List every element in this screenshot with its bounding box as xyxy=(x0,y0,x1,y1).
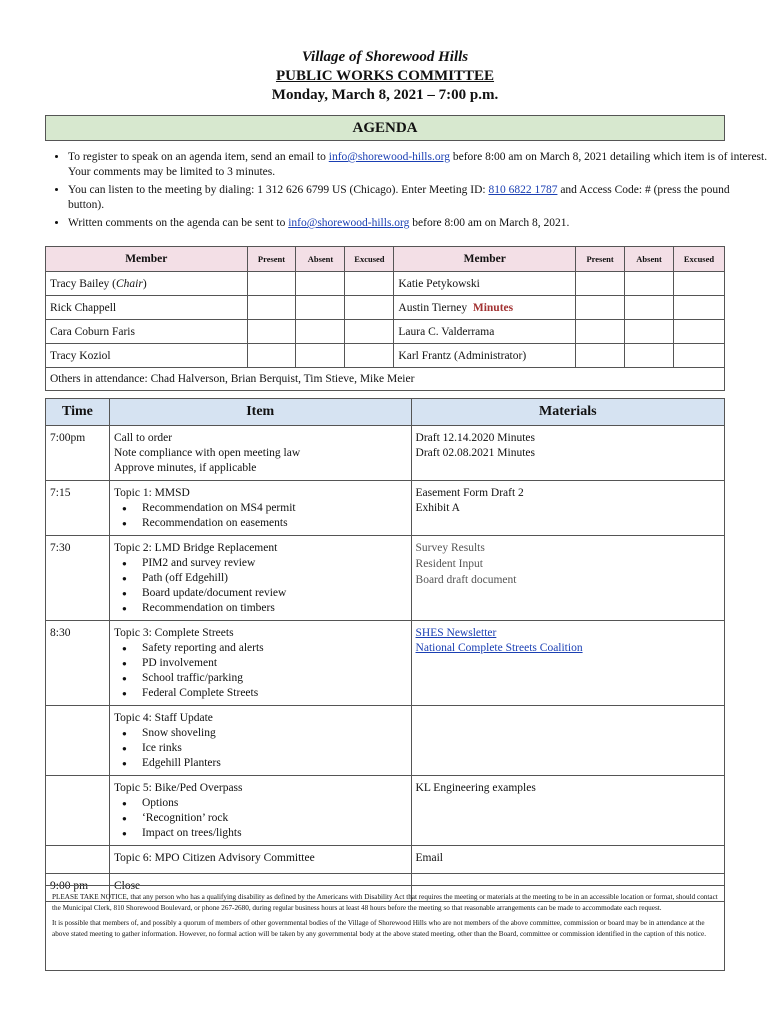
topic-bullet: ● Edgehill Planters xyxy=(142,756,407,771)
excused-cell[interactable] xyxy=(674,344,725,368)
instruction-register xyxy=(68,150,768,180)
topic-bullet: ● PD involvement xyxy=(142,656,407,671)
topic-bullets xyxy=(114,641,407,701)
excused-cell[interactable] xyxy=(674,296,725,320)
material-item: KL Engineering examples xyxy=(415,782,536,794)
material-item: Email xyxy=(415,852,443,864)
instruction-text: To register to speak on an agenda item, send an email to xyxy=(68,151,329,163)
instruction-text: before 8:00 am on March 8, 2021 detailing which item is of interest. Your comments may be limited to 3 minutes. xyxy=(68,151,768,178)
agenda-materials xyxy=(411,426,724,481)
present-cell[interactable] xyxy=(576,320,625,344)
topic-bullets xyxy=(114,726,407,771)
absent-cell[interactable] xyxy=(296,344,345,368)
member-name: Rick Chappell xyxy=(46,296,248,320)
instruction-text: before 8:00 am on March 8, 2021. xyxy=(409,217,570,229)
topic-title: Topic 6: MPO Citizen Advisory Committee xyxy=(113,852,315,864)
excused-header: Excused xyxy=(345,247,394,272)
agenda-time: 8:30 xyxy=(46,621,110,706)
agenda-row xyxy=(46,776,725,846)
topic-title: Topic 2: LMD Bridge Replacement xyxy=(113,542,278,554)
member-name-text: Tracy Bailey ( xyxy=(50,277,117,290)
member-header: Member xyxy=(394,247,576,272)
email-link[interactable]: info@shorewood-hills.org xyxy=(328,151,450,163)
absent-cell[interactable] xyxy=(296,320,345,344)
agenda-time xyxy=(46,846,110,874)
absent-cell[interactable] xyxy=(296,296,345,320)
agenda-table xyxy=(45,398,725,902)
topic-title: Topic 3: Complete Streets xyxy=(113,627,234,639)
excused-cell[interactable] xyxy=(674,320,725,344)
agenda-time xyxy=(46,706,110,776)
agenda-item xyxy=(109,536,411,621)
topic-bullet: ● ‘Recognition’ rock xyxy=(142,811,407,826)
topic-bullets xyxy=(114,501,407,531)
instruction-text: and Access Code: # (press the pound button). xyxy=(68,184,730,211)
agenda-row xyxy=(46,846,725,874)
agenda-row xyxy=(46,621,725,706)
item-line: Note compliance with open meeting law xyxy=(113,447,301,459)
member-name xyxy=(394,296,576,320)
agenda-header-row xyxy=(46,399,725,426)
excused-cell[interactable] xyxy=(345,344,394,368)
excused-cell[interactable] xyxy=(345,272,394,296)
attendance-row xyxy=(46,272,725,296)
legal-notice xyxy=(45,885,725,971)
topic-bullet: ● Options xyxy=(142,796,407,811)
agenda-materials xyxy=(411,846,724,874)
material-item: Draft 12.14.2020 Minutes xyxy=(415,432,535,444)
agenda-materials xyxy=(411,776,724,846)
member-name: Karl Frantz (Administrator) xyxy=(394,344,576,368)
attendance-row xyxy=(46,296,725,320)
minutes-note: Minutes xyxy=(472,301,514,314)
agenda-row xyxy=(46,706,725,776)
topic-bullet: ● Ice rinks xyxy=(142,741,407,756)
material-item: Exhibit A xyxy=(415,502,460,514)
member-name-text: Austin Tierney xyxy=(398,301,468,314)
agenda-materials xyxy=(411,536,724,621)
topic-bullet: ● PIM2 and survey review xyxy=(142,556,407,571)
present-cell[interactable] xyxy=(247,272,296,296)
agenda-item xyxy=(109,481,411,536)
absent-cell[interactable] xyxy=(625,296,674,320)
present-cell[interactable] xyxy=(576,296,625,320)
member-name xyxy=(394,272,576,296)
instruction-dialin xyxy=(68,183,768,213)
topic-bullet: ● Recommendation on MS4 permit xyxy=(142,501,407,516)
excused-cell[interactable] xyxy=(345,296,394,320)
attendance-table xyxy=(45,246,725,391)
item-line: Call to order xyxy=(113,432,173,444)
absent-cell[interactable] xyxy=(625,344,674,368)
topic-bullet: ● Board update/document review xyxy=(142,586,407,601)
agenda-time: 7:15 xyxy=(46,481,110,536)
topic-bullet: ● Federal Complete Streets xyxy=(142,686,407,701)
shes-newsletter-link[interactable]: SHES Newsletter xyxy=(415,627,497,639)
others-row xyxy=(46,368,725,391)
agenda-item xyxy=(109,621,411,706)
agenda-item xyxy=(109,426,411,481)
member-name: Tracy Koziol xyxy=(46,344,248,368)
topic-bullet: ● Recommendation on timbers xyxy=(142,601,407,616)
present-cell[interactable] xyxy=(247,320,296,344)
present-cell[interactable] xyxy=(247,296,296,320)
excused-cell[interactable] xyxy=(674,272,725,296)
attendance-row xyxy=(46,320,725,344)
member-role: Chair xyxy=(116,277,143,290)
agenda-title: AGENDA xyxy=(45,115,725,141)
time-header: Time xyxy=(46,399,110,426)
present-cell[interactable] xyxy=(576,344,625,368)
excused-header: Excused xyxy=(674,247,725,272)
present-header: Present xyxy=(576,247,625,272)
absent-cell[interactable] xyxy=(296,272,345,296)
complete-streets-coalition-link[interactable]: National Complete Streets Coalition xyxy=(415,642,583,654)
item-header: Item xyxy=(109,399,411,426)
topic-bullet: ● Path (off Edgehill) xyxy=(142,571,407,586)
member-name xyxy=(46,272,248,296)
absent-header: Absent xyxy=(625,247,674,272)
agenda-row xyxy=(46,426,725,481)
others-in-attendance: Others in attendance: Chad Halverson, Brian Berquist, Tim Stieve, Mike Meier xyxy=(46,368,725,391)
material-item: Board draft document xyxy=(415,574,517,586)
meeting-id-link[interactable]: 810 6822 1787 xyxy=(488,184,558,196)
item-line: Close xyxy=(113,880,141,892)
excused-cell[interactable] xyxy=(345,320,394,344)
agenda-time: 9:00 pm xyxy=(46,874,110,902)
topic-title: Topic 4: Staff Update xyxy=(113,712,213,724)
quorum-notice: It is possible that members of, and possibly a quorum of members of other governmental bodies of the Village of Shorewood Hills who are not members of the above committee, commission or board may be in attendance at the above stated meeting to gather information. However, no formal action will be taken by any governmental body at the above stated meeting, other than the Board, committee or commission identified in the caption of this notice. xyxy=(52,919,706,938)
committee-name: PUBLIC WORKS COMMITTEE xyxy=(275,68,495,84)
ada-notice: PLEASE TAKE NOTICE, that any person who has a qualifying disability as defined by the Americans with Disability Act that requires the meeting or materials at the meeting to be in an accessible location or format, should contact the Municipal Clerk, 810 Shorewood Boulevard, or phone 267-2680, during regular business hours at least 48 hours before the meeting so that reasonable arrangements can be made to accommodate each request. xyxy=(52,893,718,912)
agenda-time: 7:30 xyxy=(46,536,110,621)
agenda-row xyxy=(46,536,725,621)
agenda-item xyxy=(109,846,411,874)
meeting-date: Monday, March 8, 2021 – 7:00 p.m. xyxy=(271,87,499,103)
email-link[interactable]: info@shorewood-hills.org xyxy=(288,217,410,229)
member-name: Cara Coburn Faris xyxy=(46,320,248,344)
absent-cell[interactable] xyxy=(625,272,674,296)
material-item: Resident Input xyxy=(415,558,483,570)
member-name-text: Katie Petykowski xyxy=(398,277,480,290)
topic-bullet: ● Snow shoveling xyxy=(142,726,407,741)
present-header: Present xyxy=(247,247,296,272)
agenda-time: 7:00pm xyxy=(46,426,110,481)
materials-header: Materials xyxy=(411,399,724,426)
member-name: Laura C. Valderrama xyxy=(394,320,576,344)
agenda-materials xyxy=(411,621,724,706)
agenda-materials xyxy=(411,481,724,536)
material-item: Draft 02.08.2021 Minutes xyxy=(415,447,535,459)
member-name-suffix: ) xyxy=(142,277,147,290)
present-cell[interactable] xyxy=(576,272,625,296)
topic-bullets xyxy=(114,796,407,841)
member-header: Member xyxy=(46,247,248,272)
item-line: Approve minutes, if applicable xyxy=(113,462,257,474)
instruction-comments xyxy=(68,216,768,231)
agenda-materials xyxy=(411,706,724,776)
attendance-header-row xyxy=(46,247,725,272)
instruction-text: You can listen to the meeting by dialing: 1 312 626 6799 US (Chicago). Enter Meeting ID: xyxy=(68,184,489,196)
agenda-item xyxy=(109,776,411,846)
topic-bullet: ● Safety reporting and alerts xyxy=(142,641,407,656)
instructions-list xyxy=(30,150,768,234)
agenda-time xyxy=(46,776,110,846)
topic-title: Topic 1: MMSD xyxy=(113,487,190,499)
absent-cell[interactable] xyxy=(625,320,674,344)
material-item: Survey Results xyxy=(415,542,485,554)
attendance-row xyxy=(46,344,725,368)
material-item: Easement Form Draft 2 xyxy=(415,487,524,499)
document-header xyxy=(0,48,770,105)
agenda-item xyxy=(109,706,411,776)
topic-bullet: ● Recommendation on easements xyxy=(142,516,407,531)
topic-bullet: ● School traffic/parking xyxy=(142,671,407,686)
agenda-row xyxy=(46,481,725,536)
topic-bullets xyxy=(114,556,407,616)
absent-header: Absent xyxy=(296,247,345,272)
topic-bullet: ● Impact on trees/lights xyxy=(142,826,407,841)
topic-title: Topic 5: Bike/Ped Overpass xyxy=(113,782,243,794)
village-name: Village of Shorewood Hills xyxy=(301,49,469,65)
present-cell[interactable] xyxy=(247,344,296,368)
instruction-text: Written comments on the agenda can be sent to xyxy=(68,217,289,229)
